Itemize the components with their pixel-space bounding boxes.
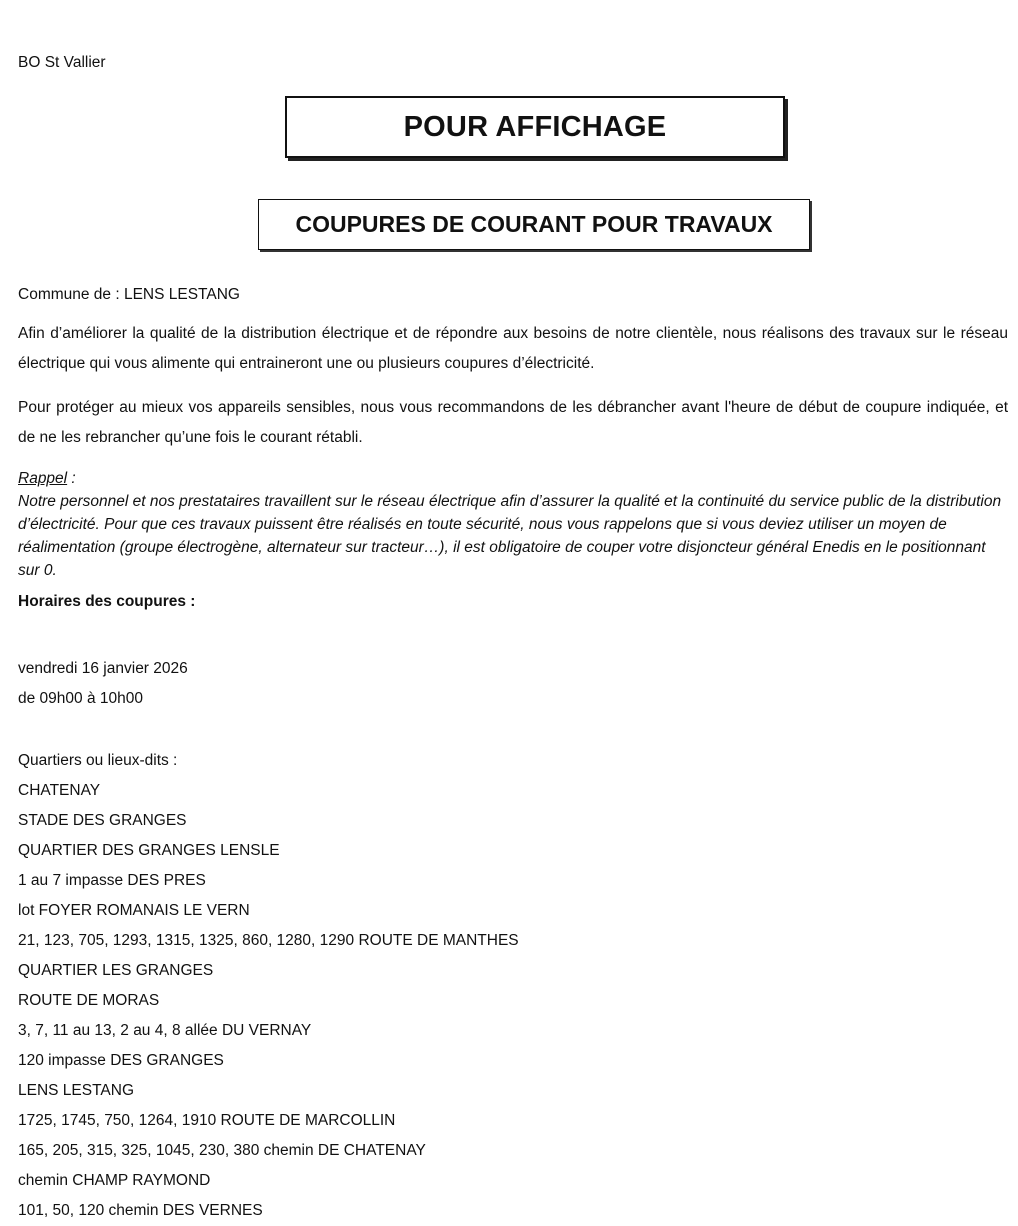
place-item: 1 au 7 impasse DES PRES [18, 872, 206, 889]
places-title: Quartiers ou lieux-dits : [18, 752, 178, 769]
notice-subtitle: COUPURES DE COURANT POUR TRAVAUX [295, 211, 773, 237]
schedule-date: vendredi 16 janvier 2026 [18, 660, 188, 677]
rappel-separator: : [67, 470, 76, 487]
place-item: CHATENAY [18, 782, 101, 799]
place-item: lot FOYER ROMANAIS LE VERN [18, 902, 250, 919]
horaires-title: Horaires des coupures : [18, 593, 196, 610]
sender-label: BO St Vallier [18, 54, 106, 71]
place-item: chemin CHAMP RAYMOND [18, 1172, 211, 1189]
rappel-label: Rappel [18, 470, 68, 487]
commune-line: Commune de : LENS LESTANG [18, 286, 240, 303]
advice-paragraph: Pour protéger au mieux vos appareils sensibles, nous vous recommandons de les débrancher avant l'heure de début de coupure indiquée, et de ne les rebrancher qu’une fois le courant rétabli. [18, 399, 1008, 446]
place-item: QUARTIER DES GRANGES LENSLE [18, 842, 280, 859]
notice-title-box [285, 96, 785, 158]
intro-paragraph: Afin d’améliorer la qualité de la distribution électrique et de répondre aux besoins de notre clientèle, nous réalisons des travaux sur le réseau électrique qui vous alimente qui entraineront une ou plusieurs coupures d’électricité. [18, 325, 1008, 372]
place-item: 21, 123, 705, 1293, 1315, 1325, 860, 1280, 1290 ROUTE DE MANTHES [18, 932, 519, 949]
notice-subtitle-box [258, 199, 810, 250]
notice-body [18, 283, 1008, 1226]
place-item: 165, 205, 315, 325, 1045, 230, 380 chemin DE CHATENAY [18, 1142, 426, 1159]
notice-title: POUR AFFICHAGE [403, 110, 667, 143]
place-item: 3, 7, 11 au 13, 2 au 4, 8 allée DU VERNAY [18, 1022, 312, 1039]
place-item: 1725, 1745, 750, 1264, 1910 ROUTE DE MARCOLLIN [18, 1112, 396, 1129]
rappel-text: Notre personnel et nos prestataires travaillent sur le réseau électrique afin d’assurer la qualité et la continuité du service public de la distribution d’électricité. Pour que ces travaux puissent être réalisés en toute sécurité, nous vous rappelons que si vous deviez utiliser un moyen de réalimentation (groupe électrogène, alternateur sur tracteur…), il est obligatoire de couper votre disjoncteur général Enedis en le positionnant sur 0. [18, 493, 1002, 579]
rappel-heading [18, 467, 1008, 490]
place-item: STADE DES GRANGES [18, 812, 187, 829]
schedule-block [18, 654, 1008, 714]
place-item: LENS LESTANG [18, 1082, 135, 1099]
place-item: QUARTIER LES GRANGES [18, 962, 214, 979]
place-item: ROUTE DE MORAS [18, 992, 160, 1009]
place-item: 101, 50, 120 chemin DES VERNES [18, 1202, 263, 1219]
place-item: 120 impasse DES GRANGES [18, 1052, 224, 1069]
rappel-block [18, 467, 1008, 582]
schedule-time: de 09h00 à 10h00 [18, 690, 143, 707]
places-list [18, 776, 1008, 1226]
